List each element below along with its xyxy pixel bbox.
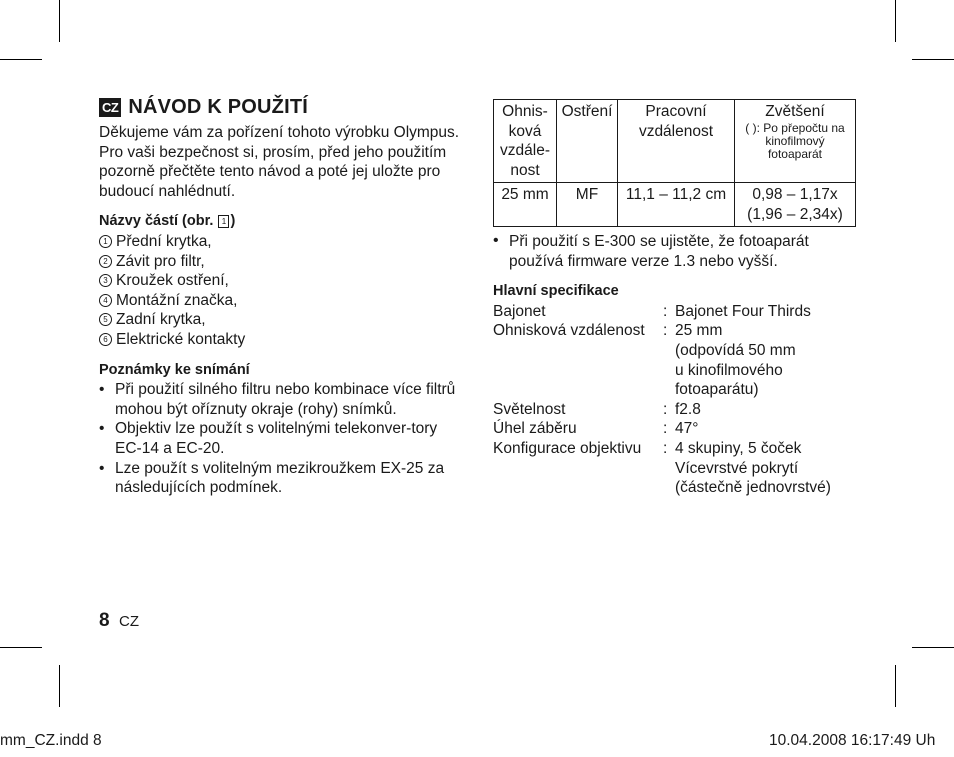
spec-row [493,400,857,420]
parts-heading-text: Názvy částí (obr. [99,213,218,230]
table-note [493,232,857,271]
crop-mark [0,59,42,60]
footer-timestamp: 10.04.2008 16:17:49 Uh [769,732,936,749]
table-header-text: Zvětšení [765,103,825,120]
note-text: Objektiv lze použít s volitelnými telekonver-tory EC-14 a EC-20. [115,420,438,457]
intro-text: Děkujeme vám za pořízení tohoto výrobku Olympus. Pro vaši bezpečnost si, prosím, před jeho použitím pozorně přečtěte tento návod a poté jej uložte pro budoucí nahlédnutí. [99,124,460,200]
table-header-cell [735,100,856,183]
bullet-mark: • [99,381,105,399]
table-header-cell: Ostření [557,100,618,183]
list-item [99,232,464,252]
list-item [99,291,464,311]
specs-heading: Hlavní specifikace [493,283,619,300]
spec-key: Světelnost [493,400,566,418]
part-label: Kroužek ostření, [116,272,229,290]
left-column [99,95,464,498]
lens-table [493,99,856,227]
spec-colon: : [663,400,668,418]
spec-colon: : [663,439,668,457]
table-cell: 0,98 – 1,17x (1,96 – 2,34x) [735,183,856,227]
spec-row [493,439,857,498]
spec-value-line: u kinofilmového [675,361,783,379]
number-circle-icon: 3 [99,274,112,287]
crop-mark [0,647,42,648]
table-header-cell: Pracovní vzdálenost [618,100,735,183]
number-circle-icon: 6 [99,333,112,346]
part-label: Elektrické kontakty [116,330,246,348]
spec-row [493,321,857,399]
table-header-cell: Ohnis-ková vzdále-nost [494,100,557,183]
notes-heading: Poznámky ke snímání [99,361,250,378]
table-note-text: Při použití s E-300 se ujistěte, že fotoaparát používá firmware verze 1.3 nebo vyšší. [509,233,809,270]
parts-heading [99,212,464,232]
list-item [99,252,464,272]
spec-colon: : [663,302,668,320]
spec-value-line: (částečně jednovrstvé) [675,479,831,497]
spec-value [675,439,857,498]
spec-row [493,302,857,322]
figure-ref-icon: 1 [218,215,229,228]
bullet-mark: • [99,420,105,438]
note-text: Lze použít s volitelným mezikroužkem EX-25 za následujících podmínek. [115,459,445,497]
number-circle-icon: 4 [99,294,112,307]
spec-key: Bajonet [493,302,546,320]
list-item [99,310,464,330]
spec-value [675,302,857,322]
part-label: Montážní značka, [116,291,238,309]
spec-key: Úhel záběru [493,420,577,438]
page-title: NÁVOD K POUŽITÍ [128,95,309,118]
number-circle-icon: 1 [99,235,112,248]
part-label: Závit pro filtr, [116,252,205,270]
page-language: CZ [119,613,139,630]
list-item [99,459,464,498]
crop-mark [895,665,896,707]
table-cell: MF [557,183,618,227]
title-row [99,95,464,119]
right-column [493,99,857,498]
part-label: Přední krytka, [116,232,212,250]
bullet-mark: • [99,459,105,477]
spec-value-line: 47° [675,420,699,438]
crop-mark [912,647,954,648]
specs-list [493,302,857,498]
spec-value-line: Vícevrstvé pokrytí [675,459,799,477]
crop-mark [59,665,60,707]
spec-value [675,419,857,439]
spec-row [493,419,857,439]
list-item [99,419,464,458]
bullet-mark: • [493,232,499,249]
number-circle-icon: 2 [99,255,112,268]
spec-value-line: (odpovídá 50 mm [675,341,796,359]
table-cell: 25 mm [494,183,557,227]
crop-mark [912,59,954,60]
parts-list [99,232,464,350]
table-cell: 11,1 – 11,2 cm [618,183,735,227]
spec-key: Ohnisková vzdálenost [493,322,645,340]
spec-value [675,321,857,399]
footer-filename: mm_CZ.indd 8 [0,732,102,749]
spec-value-line: Bajonet Four Thirds [675,302,811,320]
table-header-row [494,100,856,183]
number-circle-icon: 5 [99,313,112,326]
parts-heading-end: ) [230,213,236,230]
spec-colon: : [663,322,668,340]
list-item [99,380,464,419]
spec-colon: : [663,420,668,438]
page-number: 8 [99,610,110,631]
list-item [99,271,464,291]
spec-value-line: 4 skupiny, 5 čoček [675,439,802,457]
spec-value-line: 25 mm [675,322,723,340]
part-label: Zadní krytka, [116,311,206,329]
spec-value [675,400,857,420]
crop-mark [59,0,60,42]
table-row [494,183,856,227]
spec-value-line: f2.8 [675,400,701,418]
list-item [99,330,464,350]
note-text: Při použití silného filtru nebo kombinace více filtrů mohou být oříznuty okraje (rohy) snímků. [115,381,456,418]
language-badge: CZ [99,98,121,117]
spec-key: Konfigurace objektivu [493,439,642,457]
spec-value-line: fotoaparátu) [675,381,759,399]
crop-mark [895,0,896,42]
table-header-note: ( ): Po přepočtu na kinofilmový fotoaparát [745,120,845,161]
notes-list [99,380,464,498]
